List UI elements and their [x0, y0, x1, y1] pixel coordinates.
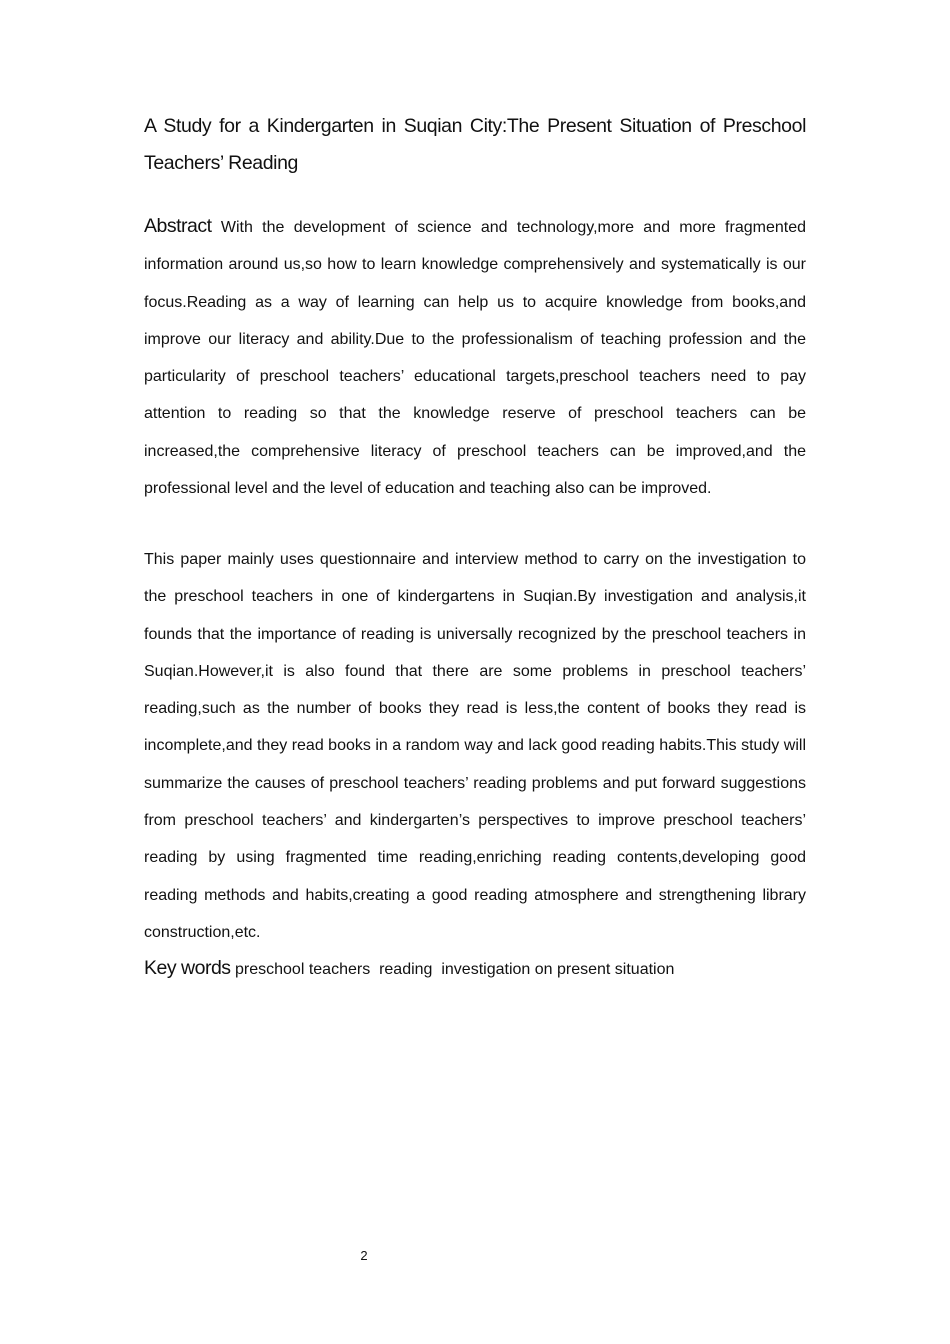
- abstract-paragraph-2: This paper mainly uses questionnaire and interview method to carry on the investigation to the preschool teachers in one of kindergartens in Suqian.By investigation and analysis,it founds that the importance of reading is universally recognized by the preschool teachers in Suqian.However,it is also found that there are some problems in preschool teachers’ reading,such as the number of books they read is less,the content of books they read is incomplete,and they read books in a random way and lack good reading habits.This study will summarize the causes of preschool teachers’ reading problems and put forward suggestions from preschool teachers’ and kindergarten’s perspectives to improve preschool teachers’ reading by using fragmented time reading,enriching reading contents,developing good reading methods and habits,creating a good reading atmosphere and strengthening library construction,etc.: [144, 551, 806, 941]
- keywords-line: [144, 950, 806, 988]
- abstract-label: Abstract: [144, 215, 212, 237]
- paper-title: A Study for a Kindergarten in Suqian City:The Present Situation of Preschool Teachers’ Reading: [144, 115, 806, 174]
- abstract-paragraph: [144, 208, 806, 507]
- keywords-label: Key words: [144, 957, 231, 979]
- keywords-text: preschool teachers reading investigation on present situation: [235, 961, 675, 978]
- page-number: 2: [360, 1248, 368, 1263]
- abstract-text: With the development of science and technology,more and more fragmented information around us,so how to learn knowledge comprehensively and systematically is our focus.Reading as a way of learning can help us to acquire knowledge from books,and improve our literacy and ability.Due to the professionalism of teaching profession and the particularity of preschool teachers’ educational targets,preschool teachers need to pay attention to reading so that the knowledge reserve of preschool teachers can be increased,the comprehensive literacy of preschool teachers can be improved,and the professional level and the level of education and teaching also can be improved.: [144, 219, 806, 498]
